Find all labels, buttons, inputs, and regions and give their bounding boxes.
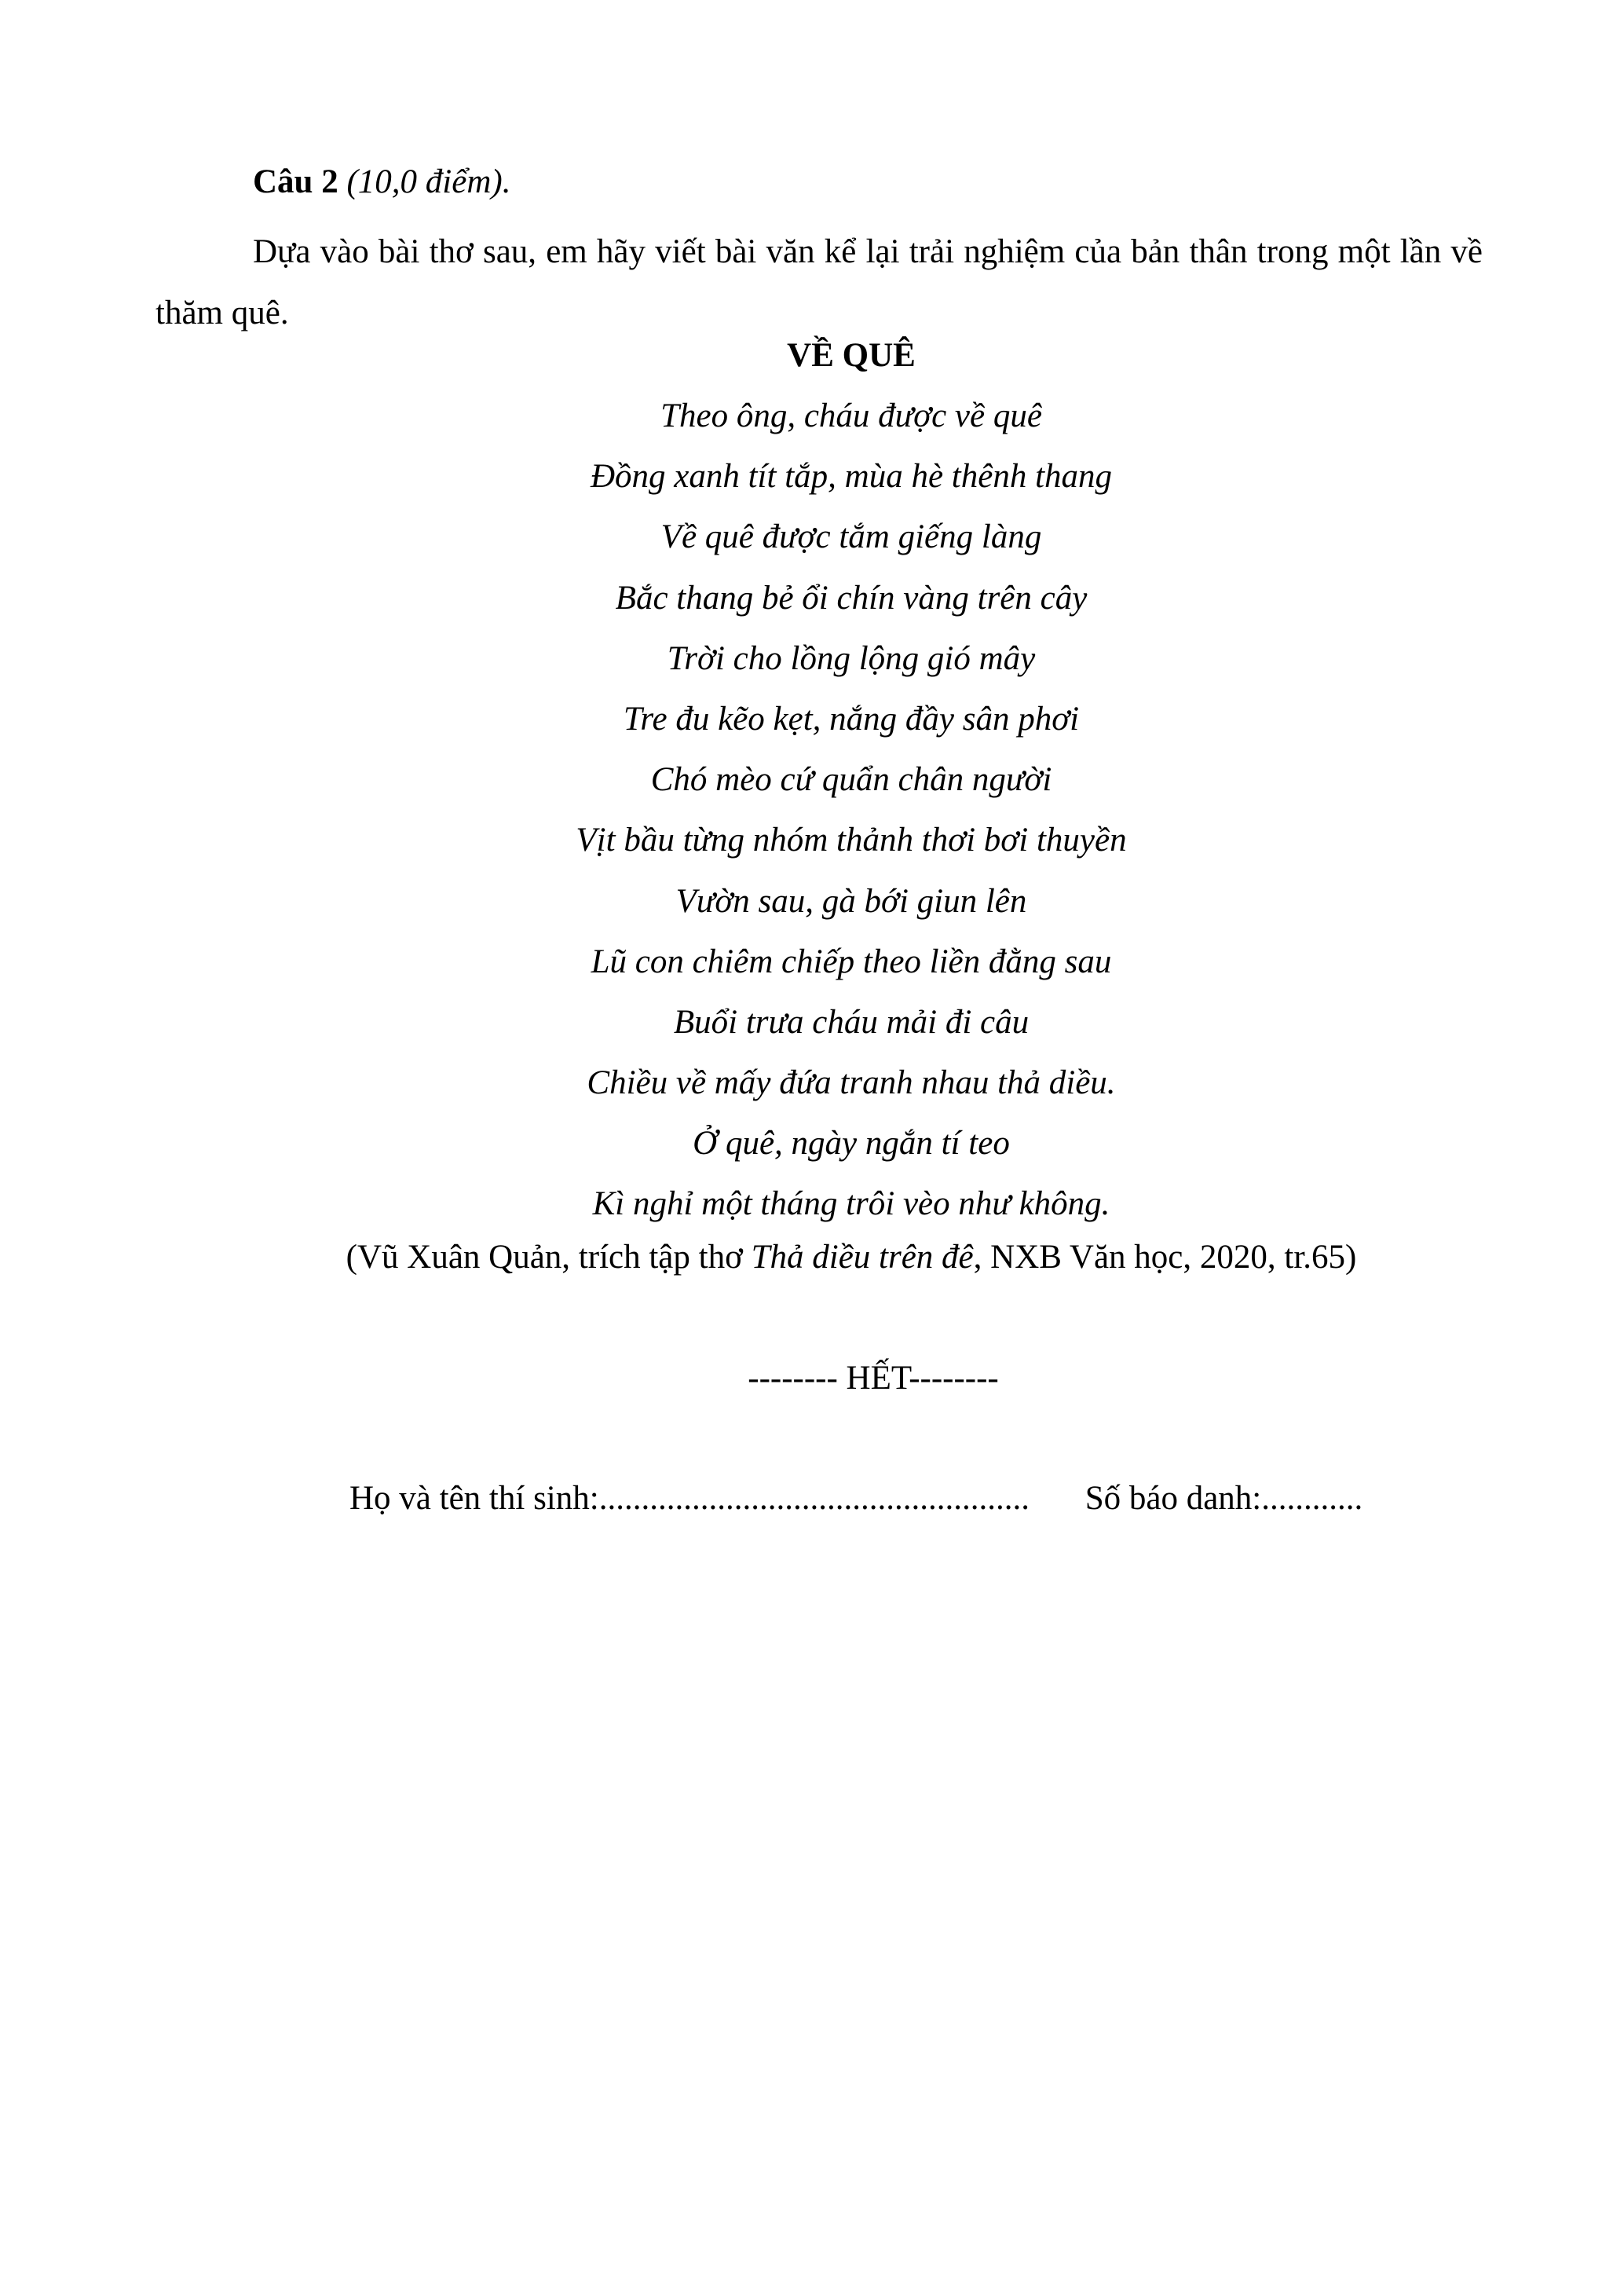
poem-title-text: VỀ QUÊ	[787, 337, 916, 374]
end-mark-text: -------- HẾT--------	[748, 1360, 999, 1397]
question-label: Câu 2	[253, 163, 338, 200]
poem-body	[0, 394, 1624, 1243]
question-prompt: Dựa vào bài thơ sau, em hãy viết bài văn kể lại trải nghiệm của bản thân trong một lần về thăm quê.	[155, 233, 1483, 331]
poem-line: Bắc thang bẻ ổi chín vàng trên cây	[615, 579, 1088, 617]
poem-line: Về quê được tắm giếng làng	[660, 518, 1042, 556]
end-mark	[0, 1357, 1624, 1401]
poem-line: Kì nghỉ một tháng trôi vèo như không.	[592, 1185, 1110, 1223]
citation-prefix: (Vũ Xuân Quản, trích tập thơ	[346, 1239, 752, 1276]
poem-line: Theo ông, cháu được về quê	[660, 397, 1042, 434]
poem-line: Vườn sau, gà bới giun lên	[675, 882, 1027, 920]
poem-line: Buổi trưa cháu mải đi câu	[673, 1003, 1030, 1041]
poem-line: Lũ con chiêm chiếp theo liền đằng sau	[591, 943, 1112, 980]
candidate-number-field: Số báo danh:............	[1084, 1480, 1363, 1517]
poem-line: Vịt bầu từng nhóm thảnh thơi bơi thuyền	[576, 822, 1127, 859]
question-points: (10,0 điểm).	[346, 163, 511, 200]
poem-line: Ở quê, ngày ngắn tí teo	[693, 1125, 1010, 1163]
poem-line: Chiều về mấy đứa tranh nhau thả diều.	[587, 1064, 1116, 1102]
poem-line: Chó mèo cứ quẩn chân người	[650, 761, 1052, 799]
question-heading	[253, 160, 510, 204]
citation-book-title: Thả diều trên đê	[751, 1239, 974, 1276]
poem-citation	[0, 1236, 1624, 1280]
candidate-name-field: Họ và tên thí sinh:...................................................	[349, 1480, 1030, 1517]
poem-line: Tre đu kẽo kẹt, nắng đầy sân phơi	[623, 700, 1080, 738]
poem-line: Đồng xanh tít tắp, mùa hè thênh thang	[590, 458, 1113, 496]
citation-suffix: , NXB Văn học, 2020, tr.65)	[973, 1239, 1357, 1276]
candidate-info	[349, 1477, 1362, 1521]
poem-line: Trời cho lồng lộng gió mây	[667, 639, 1036, 677]
poem-title	[0, 334, 1624, 378]
